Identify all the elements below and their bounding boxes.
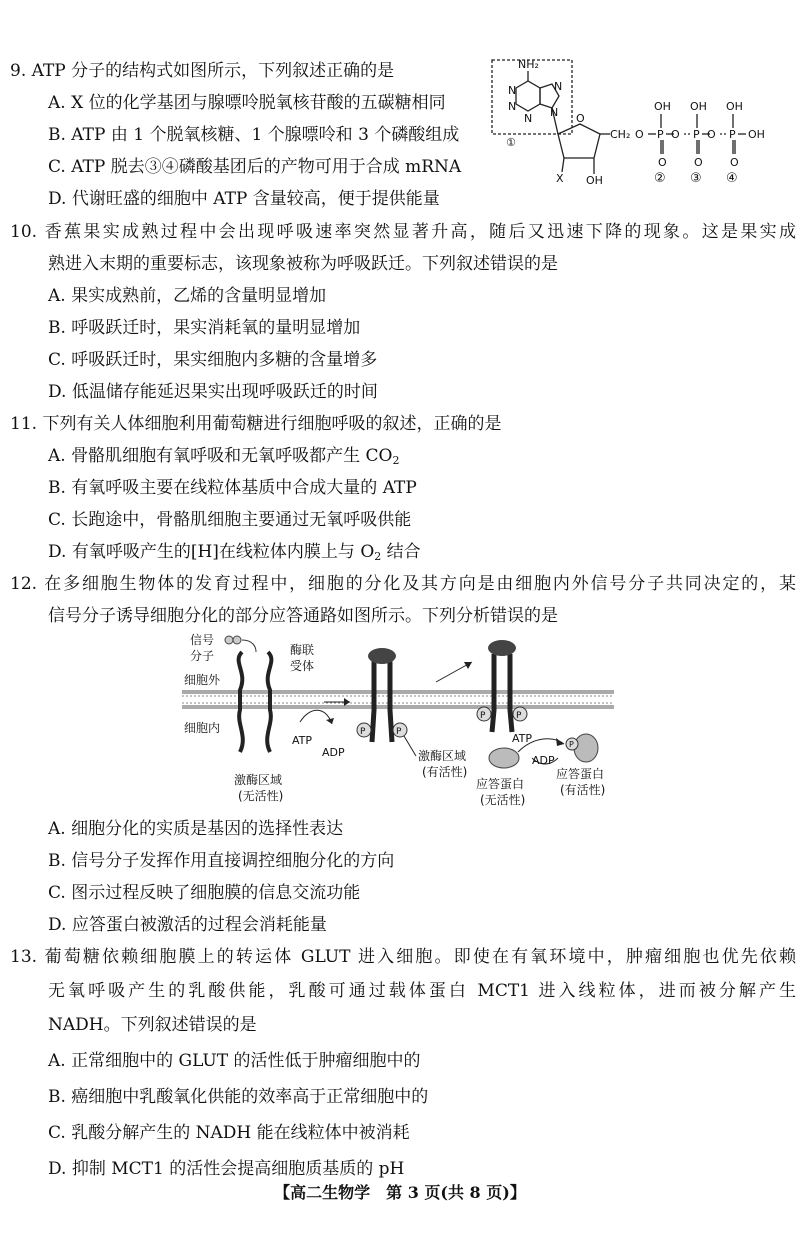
signal-pathway-figure bbox=[182, 632, 614, 812]
receptor-3-ligand bbox=[488, 640, 516, 656]
label-adp-2: ADP bbox=[532, 754, 555, 767]
footer-close-bracket: 】 bbox=[509, 1183, 526, 1202]
nh2-label: NH₂ bbox=[518, 58, 539, 71]
label-resp-active-1: 应答蛋白 bbox=[556, 767, 605, 781]
label-signal-1: 信号 bbox=[190, 633, 215, 647]
receptor-2-ligand bbox=[368, 648, 396, 664]
q9-option-b: B. ATP 由 1 个脱氧核糖、1 个腺嘌呤和 3 个磷酸组成 bbox=[48, 125, 460, 145]
receptor-3-left bbox=[492, 654, 494, 732]
label-resp-inactive-1: 应答蛋白 bbox=[476, 777, 525, 791]
adenine-pyrimidine-ring bbox=[516, 81, 540, 111]
ribose-o-label: O bbox=[576, 112, 585, 125]
label-phosphate-3: P bbox=[480, 711, 486, 721]
label-kinase-active-2: (有活性) bbox=[422, 765, 468, 779]
bridge-o-2-label: O bbox=[707, 128, 716, 141]
q11-stem: 11. 下列有关人体细胞利用葡萄糖进行细胞呼吸的叙述，正确的是 bbox=[10, 414, 502, 434]
label-adp-1: ADP bbox=[322, 746, 345, 759]
q11-option-b: B. 有氧呼吸主要在线粒体基质中合成大量的 ATP bbox=[48, 478, 417, 498]
receptor-3-right bbox=[510, 654, 512, 732]
footer-open-bracket: 【 bbox=[274, 1183, 291, 1202]
q12-option-d: D. 应答蛋白被激活的过程会消耗能量 bbox=[48, 915, 327, 935]
q12-option-c: C. 图示过程反映了细胞膜的信息交流功能 bbox=[48, 883, 361, 903]
footer-text: 高二生物学 第 3 页(共 8 页) bbox=[290, 1183, 510, 1202]
q11-option-d-tail: 结合 bbox=[381, 542, 421, 562]
ribose-oh-label: OH bbox=[586, 174, 603, 187]
label-kinase-active-1: 激酶区域 bbox=[418, 749, 467, 763]
label-phosphate-5: P bbox=[569, 740, 574, 749]
label-atp-1: ATP bbox=[292, 734, 313, 747]
label-phosphate-2: P bbox=[396, 727, 402, 737]
label-inside: 细胞内 bbox=[184, 721, 221, 735]
q13-option-c: C. 乳酸分解产生的 NADH 能在线粒体中被消耗 bbox=[48, 1123, 410, 1143]
n-label-2: N bbox=[508, 100, 517, 113]
page-footer bbox=[0, 1182, 800, 1204]
label-signal-2: 分子 bbox=[190, 649, 215, 663]
q11-option-d bbox=[48, 541, 421, 568]
p3-label: P bbox=[729, 128, 736, 141]
x-label: X bbox=[556, 172, 564, 185]
n-label-5: N bbox=[550, 106, 559, 119]
p2-o-label: O bbox=[694, 156, 703, 169]
label-receptor-2: 受体 bbox=[290, 659, 315, 673]
q13-option-a: A. 正常细胞中的 GLUT 的活性低于肿瘤细胞中的 bbox=[48, 1051, 421, 1071]
n-label-3: N bbox=[524, 112, 533, 125]
p1-oh-label: OH bbox=[654, 100, 671, 113]
p1-label: P bbox=[657, 128, 664, 141]
q10-stem-line1: 10. 香蕉果实成熟过程中会出现呼吸速率突然显著升高，随后又迅速下降的现象。这是果实成 bbox=[10, 222, 796, 242]
q9-stem: 9. ATP 分子的结构式如图所示，下列叙述正确的是 bbox=[10, 61, 395, 81]
label-kinase-inactive-1: 激酶区域 bbox=[234, 773, 283, 787]
label-kinase-inactive-2: (无活性) bbox=[238, 789, 284, 803]
membrane bbox=[182, 690, 614, 709]
label-phosphate-4: P bbox=[516, 711, 522, 721]
label-phosphate-1: P bbox=[360, 727, 366, 737]
signal-molecule-1 bbox=[225, 636, 233, 644]
q12-stem-line2: 信号分子诱导细胞分化的部分应答通路如图所示。下列分析错误的是 bbox=[48, 606, 558, 626]
q11-option-d-sub: 2 bbox=[374, 550, 382, 563]
q10-option-d: D. 低温储存能延迟果实出现呼吸跃迁的时间 bbox=[48, 382, 378, 402]
q10-option-c: C. 呼吸跃迁时，果实细胞内多糖的含量增多 bbox=[48, 350, 378, 370]
q11-option-a-sub: 2 bbox=[392, 454, 400, 467]
circled-2-label: ② bbox=[654, 171, 666, 186]
q11-option-d-text: D. 有氧呼吸产生的[H]在线粒体内膜上与 O bbox=[48, 542, 375, 562]
q9-option-c: C. ATP 脱去③④磷酸基团后的产物可用于合成 mRNA bbox=[48, 157, 462, 177]
q9-option-d: D. 代谢旺盛的细胞中 ATP 含量较高，便于提供能量 bbox=[48, 189, 440, 209]
q13-stem-line1: 13. 葡萄糖依赖细胞膜上的转运体 GLUT 进入细胞。即使在有氧环境中，肿瘤细胞也优先依赖 bbox=[10, 947, 796, 967]
q12-stem-line1: 12. 在多细胞生物体的发育过程中，细胞的分化及其方向是由细胞内外信号分子共同决定的，某 bbox=[10, 574, 796, 594]
label-receptor-1: 酶联 bbox=[290, 643, 315, 657]
q13-option-b: B. 癌细胞中乳酸氧化供能的效率高于正常细胞中的 bbox=[48, 1087, 429, 1107]
circled-3-label: ③ bbox=[690, 171, 702, 186]
terminal-oh-label: OH bbox=[748, 128, 765, 141]
receptor-2-left bbox=[372, 660, 374, 742]
p3-oh-label: OH bbox=[726, 100, 743, 113]
q13-stem-line2: 无氧呼吸产生的乳酸供能，乳酸可通过载体蛋白 MCT1 进入线粒体，进而被分解产生 bbox=[48, 981, 796, 1001]
p2-label: P bbox=[693, 128, 700, 141]
n-label-1: N bbox=[508, 84, 517, 97]
label-resp-active-2: (有活性) bbox=[560, 783, 606, 797]
label-outside: 细胞外 bbox=[184, 673, 221, 687]
receptor-2-right bbox=[390, 660, 392, 742]
n-label-4: N bbox=[554, 80, 563, 93]
signal-molecule-2 bbox=[233, 636, 241, 644]
label-atp-2: ATP bbox=[512, 732, 533, 745]
ch2-label: CH₂ bbox=[610, 128, 631, 141]
q12-option-b: B. 信号分子发挥作用直接调控细胞分化的方向 bbox=[48, 851, 395, 871]
ribose-ring bbox=[558, 124, 600, 158]
p2-oh-label: OH bbox=[690, 100, 707, 113]
q11-option-c: C. 长跑途中，骨骼肌细胞主要通过无氧呼吸供能 bbox=[48, 510, 412, 530]
label-resp-inactive-2: (无活性) bbox=[480, 793, 526, 807]
receptor-1-right bbox=[267, 652, 271, 752]
q13-option-d: D. 抑制 MCT1 的活性会提高细胞质基质的 pH bbox=[48, 1159, 405, 1179]
q11-option-a bbox=[48, 445, 399, 472]
circled-1-label: ① bbox=[506, 136, 516, 149]
q10-option-b: B. 呼吸跃迁时，果实消耗氧的量明显增加 bbox=[48, 318, 361, 338]
bridge-o-1-label: O bbox=[671, 128, 680, 141]
q13-stem-line3: NADH。下列叙述错误的是 bbox=[48, 1015, 257, 1035]
q10-stem-line2: 熟进入末期的重要标志，该现象被称为呼吸跃迁。下列叙述错误的是 bbox=[48, 254, 558, 274]
q9-option-a: A. X 位的化学基团与腺嘌呤脱氧核苷酸的五碳糖相同 bbox=[48, 93, 446, 113]
p3-o-label: O bbox=[730, 156, 739, 169]
q12-option-a: A. 细胞分化的实质是基因的选择性表达 bbox=[48, 819, 344, 839]
q10-option-a: A. 果实成熟前，乙烯的含量明显增加 bbox=[48, 286, 327, 306]
response-protein-active bbox=[574, 734, 598, 762]
ester-o-label: O bbox=[635, 128, 644, 141]
atp-structure-figure bbox=[486, 54, 786, 214]
response-protein-inactive bbox=[489, 748, 519, 768]
p1-o-label: O bbox=[658, 156, 667, 169]
circled-4-label: ④ bbox=[726, 171, 738, 186]
q11-option-a-text: A. 骨骼肌细胞有氧呼吸和无氧呼吸都产生 CO bbox=[48, 446, 393, 466]
receptor-1-left bbox=[239, 652, 243, 752]
